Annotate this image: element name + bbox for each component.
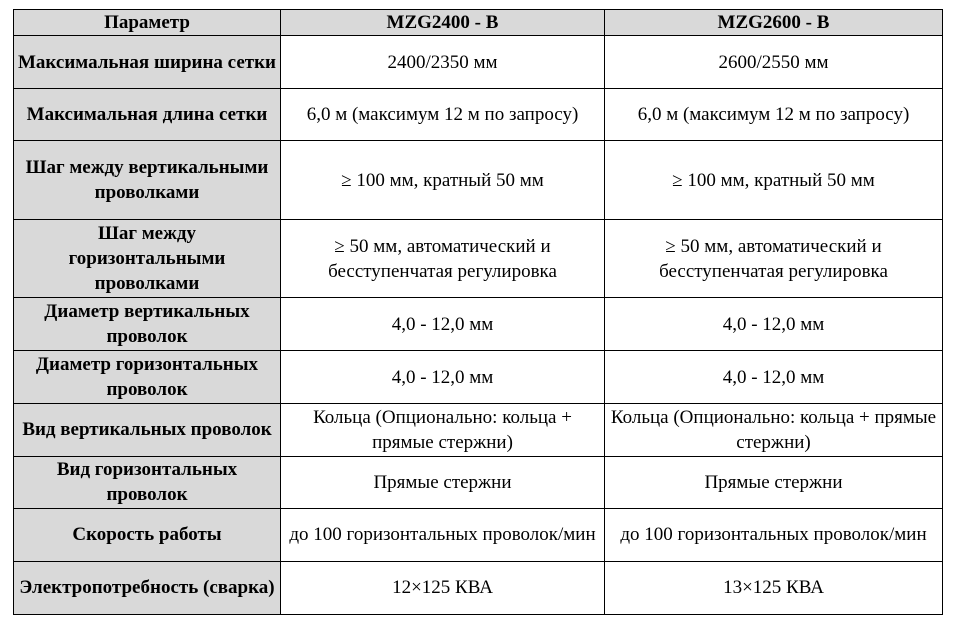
- table-row: [14, 403, 943, 456]
- spec-table: [13, 9, 943, 615]
- row-value-b: ≥ 50 мм, автоматический и бесступенчатая регулировка: [605, 220, 943, 298]
- row-value-a: 2400/2350 мм: [281, 36, 605, 89]
- table-row: [14, 220, 943, 298]
- table-row: [14, 561, 943, 614]
- row-value-a: 6,0 м (максимум 12 м по запросу): [281, 89, 605, 141]
- row-param: Шаг между вертикальными проволками: [14, 141, 281, 220]
- table-header-row: [14, 10, 943, 36]
- row-param: Скорость работы: [14, 508, 281, 561]
- row-param: Вид горизонтальных проволок: [14, 456, 281, 508]
- row-value-b: 2600/2550 мм: [605, 36, 943, 89]
- row-value-b: 13×125 КВА: [605, 561, 943, 614]
- row-param: Максимальная длина сетки: [14, 89, 281, 141]
- row-value-a: ≥ 100 мм, кратный 50 мм: [281, 141, 605, 220]
- row-value-a: до 100 горизонтальных проволок/мин: [281, 508, 605, 561]
- row-param: Диаметр вертикальных проволок: [14, 298, 281, 351]
- row-value-a: 4,0 - 12,0 мм: [281, 298, 605, 351]
- row-value-a: 4,0 - 12,0 мм: [281, 351, 605, 403]
- row-value-a: ≥ 50 мм, автоматический и бесступенчатая регулировка: [281, 220, 605, 298]
- row-param: Вид вертикальных проволок: [14, 403, 281, 456]
- table-row: [14, 89, 943, 141]
- row-value-b: Кольца (Опционально: кольца + прямые стержни): [605, 403, 943, 456]
- table-row: [14, 456, 943, 508]
- row-value-a: Прямые стержни: [281, 456, 605, 508]
- table-row: [14, 36, 943, 89]
- row-value-b: 6,0 м (максимум 12 м по запросу): [605, 89, 943, 141]
- row-value-b: 4,0 - 12,0 мм: [605, 351, 943, 403]
- row-value-b: Прямые стержни: [605, 456, 943, 508]
- row-value-b: ≥ 100 мм, кратный 50 мм: [605, 141, 943, 220]
- row-value-b: до 100 горизонтальных проволок/мин: [605, 508, 943, 561]
- table-row: [14, 351, 943, 403]
- row-param: Диаметр горизонтальных проволок: [14, 351, 281, 403]
- table-row: [14, 298, 943, 351]
- row-value-a: Кольца (Опционально: кольца + прямые стержни): [281, 403, 605, 456]
- header-param: Параметр: [14, 10, 281, 36]
- row-param: Шаг между горизонтальными проволками: [14, 220, 281, 298]
- row-param: Максимальная ширина сетки: [14, 36, 281, 89]
- table-row: [14, 508, 943, 561]
- row-param: Электропотребность (сварка): [14, 561, 281, 614]
- row-value-a: 12×125 КВА: [281, 561, 605, 614]
- table-row: [14, 141, 943, 220]
- header-model-a: MZG2400 - B: [281, 10, 605, 36]
- row-value-b: 4,0 - 12,0 мм: [605, 298, 943, 351]
- header-model-b: MZG2600 - B: [605, 10, 943, 36]
